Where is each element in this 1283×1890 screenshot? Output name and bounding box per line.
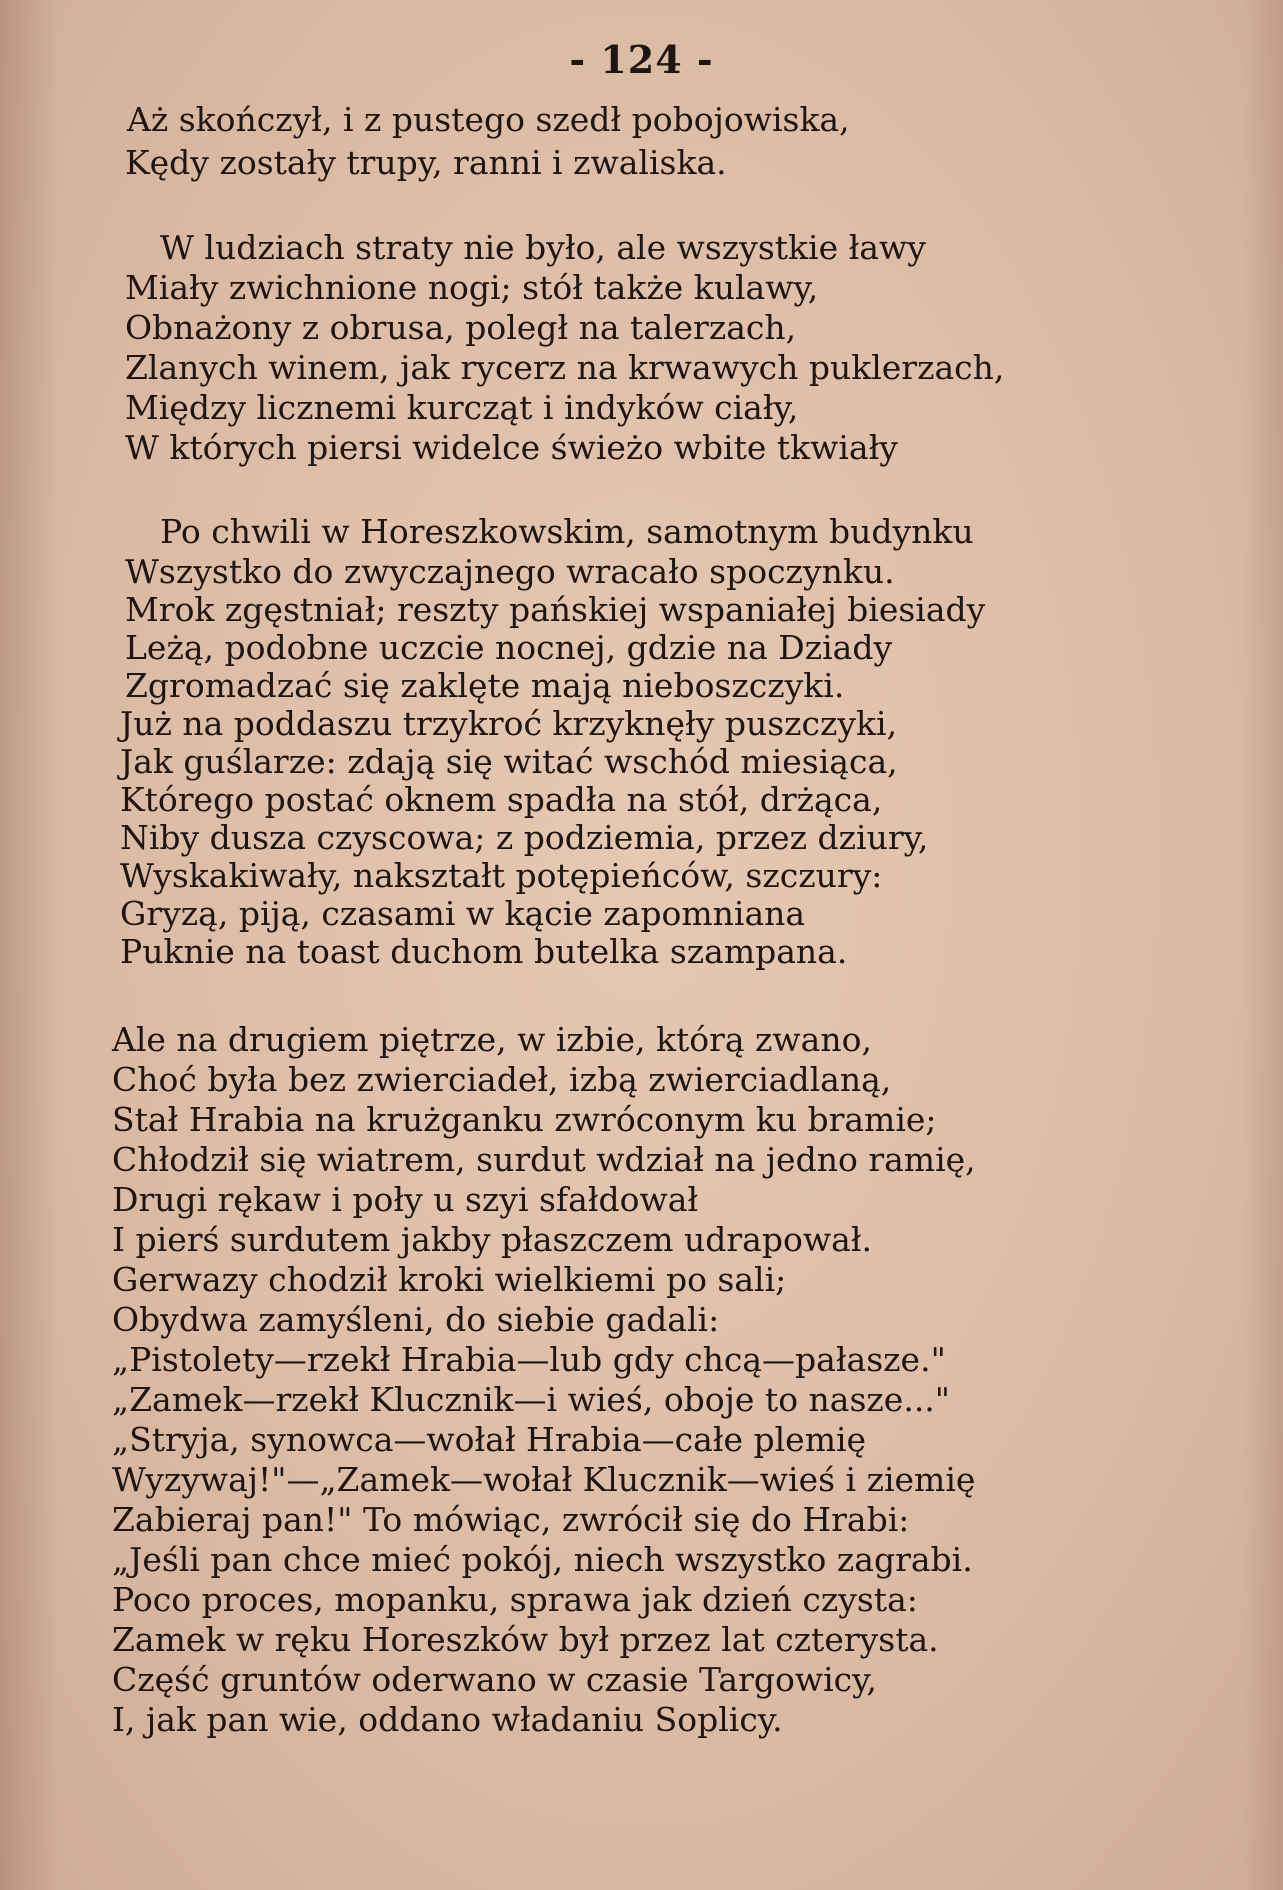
text-line: Niby dusza czyscowa; z podziemia, przez dziury, (120, 818, 929, 857)
text-line: Między licznemi kurcząt i indyków ciały, (125, 388, 799, 427)
text-line: „Stryja, synowca—wołał Hrabia—całe plemię (112, 1420, 867, 1459)
text-line: Choć była bez zwierciadeł, izbą zwierciadlaną, (112, 1060, 892, 1099)
text-line: Wyskakiwały, nakształt potępieńców, szczury: (120, 856, 883, 895)
text-line: „Zamek—rzekł Klucznik—i wieś, oboje to nasze..." (112, 1380, 950, 1419)
text-line: Leżą, podobne uczcie nocnej, gdzie na Dziady (125, 628, 893, 667)
text-line: Ale na drugiem piętrze, w izbie, którą zwano, (112, 1020, 872, 1059)
text-line: Miały zwichnione nogi; stół także kulawy, (125, 268, 819, 307)
text-line: Jak guślarze: zdają się witać wschód miesiąca, (120, 742, 898, 781)
text-line: Którego postać oknem spadła na stół, drżąca, (120, 780, 883, 819)
text-line: Już na poddaszu trzykroć krzyknęły puszczyki, (120, 704, 898, 743)
page-number-value: 124 (600, 37, 683, 82)
text-line: Zlanych winem, jak rycerz na krwawych puklerzach, (125, 348, 1005, 387)
text-line: Aż skończył, i z pustego szedł pobojowiska, (127, 100, 850, 139)
text-line: Obnażony z obrusa, poległ na talerzach, (125, 308, 797, 347)
text-line: Obydwa zamyśleni, do siebie gadali: (112, 1300, 720, 1339)
text-line: Chłodził się wiatrem, surdut wdział na jedno ramię, (112, 1140, 976, 1179)
text-line: Mrok zgęstniał; reszty pańskiej wspaniałej biesiady (125, 590, 986, 629)
page-number-dash-left: - (569, 37, 587, 82)
text-line: Wszystko do zwyczajnego wracało spoczynku. (125, 552, 895, 591)
text-line: Gerwazy chodził kroki wielkiemi po sali; (112, 1260, 787, 1299)
text-line: Drugi rękaw i poły u szyi sfałdował (112, 1180, 699, 1219)
text-line: Wyzywaj!"—„Zamek—wołał Klucznik—wieś i ziemię (112, 1460, 976, 1499)
text-line: Kędy zostały trupy, ranni i zwaliska. (125, 143, 727, 182)
text-line: Poco proces, mopanku, sprawa jak dzień czysta: (112, 1580, 918, 1619)
text-line: W ludziach straty nie było, ale wszystkie ławy (160, 228, 926, 267)
text-line: Zabieraj pan!" To mówiąc, zwrócił się do Hrabi: (112, 1500, 910, 1539)
text-line: Zamek w ręku Horeszków był przez lat czterysta. (112, 1620, 939, 1659)
text-line: I, jak pan wie, oddano władaniu Soplicy. (112, 1700, 783, 1739)
text-line: Zgromadzać się zaklęte mają nieboszczyki. (125, 666, 845, 705)
page-header (0, 32, 1283, 88)
text-line: Po chwili w Horeszkowskim, samotnym budynku (160, 512, 974, 551)
text-line: W których piersi widelce świeżo wbite tkwiały (125, 428, 898, 467)
text-line: I pierś surdutem jakby płaszczem udrapował. (112, 1220, 872, 1259)
text-line: Stał Hrabia na krużganku zwróconym ku bramie; (112, 1100, 937, 1139)
text-line: Część gruntów oderwano w czasie Targowicy, (112, 1660, 877, 1699)
text-line: Puknie na toast duchom butelka szampana. (120, 932, 848, 971)
text-line: Gryzą, piją, czasami w kącie zapomniana (120, 894, 806, 933)
page-number (569, 32, 713, 88)
text-line: „Pistolety—rzekł Hrabia—lub gdy chcą—pałasze." (112, 1340, 946, 1379)
page-number-dash-right: - (696, 37, 714, 82)
text-line: „Jeśli pan chce mieć pokój, niech wszystko zagrabi. (112, 1540, 973, 1579)
